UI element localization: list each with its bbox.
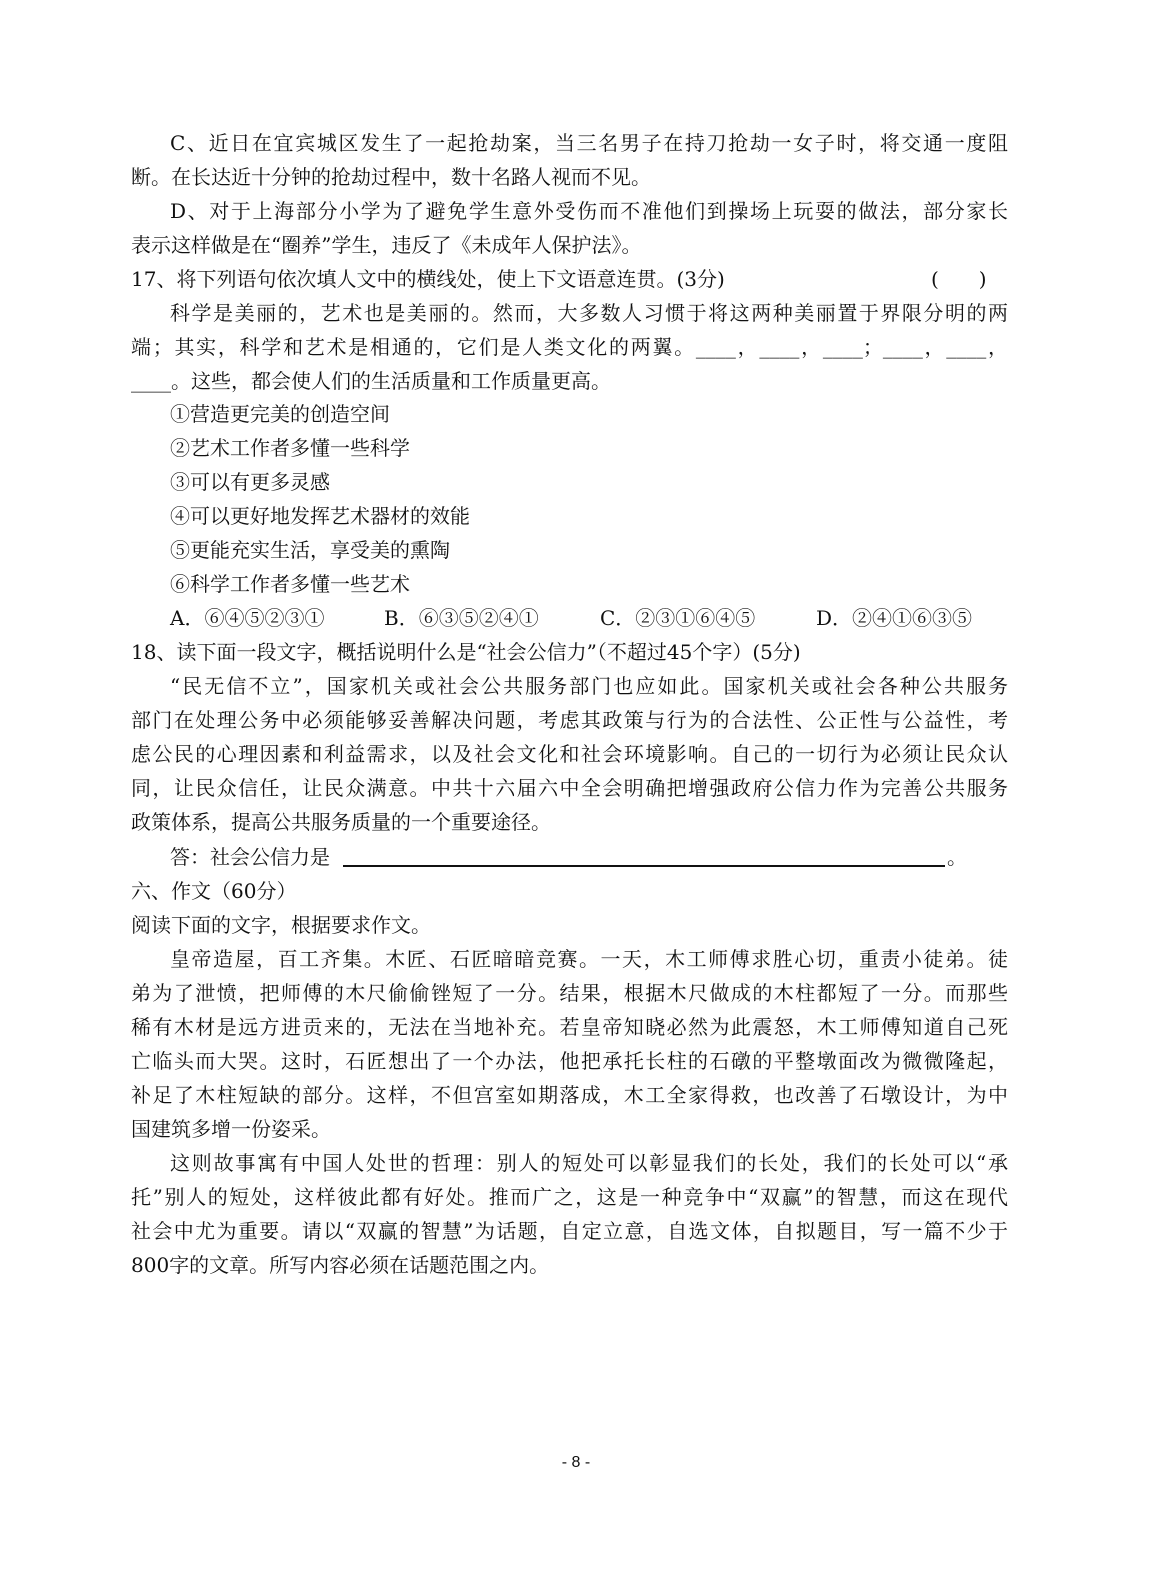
q18-passage-line-1: “民无信不立”，国家机关或社会公共服务部门也应如此。国家机关或社会各种公共服务 — [170, 674, 1008, 698]
requirement-line-1: 这则故事寓有中国人处世的哲理：别人的短处可以彰显我们的长处，我们的长处可以“承 — [170, 1151, 1008, 1175]
story-line-6: 国建筑多增一份姿采。 — [131, 1117, 331, 1141]
q18-passage-line-2: 部门在处理公务中必须能够妥善解决问题，考虑其政策与行为的合法性、公正性与公益性，考 — [131, 708, 1008, 732]
q17-item-6: ⑥科学工作者多懂一些艺术 — [170, 572, 410, 596]
q17-choice-a: A．⑥④⑤②③① — [170, 606, 325, 630]
q17-item-1: ①营造更完美的创造空间 — [170, 402, 390, 426]
q18-answer-blank[interactable] — [343, 865, 945, 867]
q17-passage-line-3: ____。这些，都会使人们的生活质量和工作质量更高。 — [131, 369, 611, 393]
q16-option-d-line-2: 表示这样做是在“圈养”学生，违反了《未成年人保护法》。 — [131, 233, 642, 257]
story-line-2: 弟为了泄愤，把师傅的木尺偷偷锉短了一分。结果，根据木尺做成的木柱都短了一分。而那些 — [131, 981, 1008, 1005]
q18-passage-line-3: 虑公民的心理因素和利益需求，以及社会文化和社会环境影响。自己的一切行为必须让民众认 — [131, 742, 1008, 766]
q17-item-2: ②艺术工作者多懂一些科学 — [170, 436, 410, 460]
q17-passage-line-2: 端；其实，科学和艺术是相通的，它们是人类文化的两翼。____，____，____；____，____， — [131, 335, 1008, 359]
q17-choice-c: C．②③①⑥④⑤ — [600, 606, 756, 630]
q18-answer-prefix: 答：社会公信力是 — [170, 845, 330, 869]
q16-option-d-line-1: D、对于上海部分小学为了避免学生意外受伤而不准他们到操场上玩耍的做法，部分家长 — [170, 199, 1008, 223]
q17-item-3: ③可以有更多灵感 — [170, 470, 330, 494]
q17-title: 17、将下列语句依次填人文中的横线处，使上下文语意连贯。(3分) — [131, 267, 725, 291]
story-line-4: 亡临头而大哭。这时，石匠想出了一个办法，他把承托长柱的石礅的平整墩面改为微微隆起， — [131, 1049, 1008, 1073]
story-line-3: 稀有木材是远方进贡来的，无法在当地补充。若皇帝知晓必然为此震怒，木工师傅知道自己死 — [131, 1015, 1008, 1039]
section6-title: 六、作文（60分） — [131, 879, 297, 903]
q18-title: 18、读下面一段文字，概括说明什么是“社会公信力”（不超过45个字）(5分) — [131, 640, 801, 664]
q17-choice-d: D．②④①⑥③⑤ — [816, 606, 973, 630]
q18-passage-line-4: 同，让民众信任，让民众满意。中共十六届六中全会明确把增强政府公信力作为完善公共服务 — [131, 776, 1008, 800]
q16-option-c-line-2: 断。在长达近十分钟的抢劫过程中，数十名路人视而不见。 — [131, 165, 651, 189]
q17-item-4: ④可以更好地发挥艺术器材的效能 — [170, 504, 470, 528]
q18-passage-line-5: 政策体系，提高公共服务质量的一个重要途径。 — [131, 810, 551, 834]
requirement-line-2: 托”别人的短处，这样彼此都有好处。推而广之，这是一种竞争中“双赢”的智慧，而这在现代 — [131, 1185, 1008, 1209]
q16-option-c-line-1: C、近日在宜宾城区发生了一起抢劫案，当三名男子在持刀抢劫一女子时，将交通一度阻 — [170, 131, 1008, 155]
q17-item-5: ⑤更能充实生活，享受美的熏陶 — [170, 538, 450, 562]
story-line-1: 皇帝造屋，百工齐集。木匠、石匠暗暗竞赛。一天，木工师傅求胜心切，重责小徒弟。徒 — [170, 947, 1008, 971]
q17-passage-line-1: 科学是美丽的，艺术也是美丽的。然而，大多数人习惯于将这两种美丽置于界限分明的两 — [170, 301, 1008, 325]
section6-instruction: 阅读下面的文字，根据要求作文。 — [131, 913, 431, 937]
page-number: - 8 - — [561, 1454, 591, 1471]
q17-answer-paren: ( ) — [931, 267, 987, 291]
q18-answer-suffix: 。 — [947, 845, 967, 869]
q17-choice-b: B．⑥③⑤②④① — [384, 606, 539, 630]
q17-choices — [170, 604, 990, 632]
requirement-line-4: 800字的文章。所写内容必须在话题范围之内。 — [131, 1253, 550, 1277]
story-line-5: 补足了木柱短缺的部分。这样，不但宫室如期落成，木工全家得救，也改善了石墩设计，为中 — [131, 1083, 1008, 1107]
requirement-line-3: 社会中尤为重要。请以“双赢的智慧”为话题，自定立意，自选文体，自拟题目，写一篇不少于 — [131, 1219, 1008, 1243]
